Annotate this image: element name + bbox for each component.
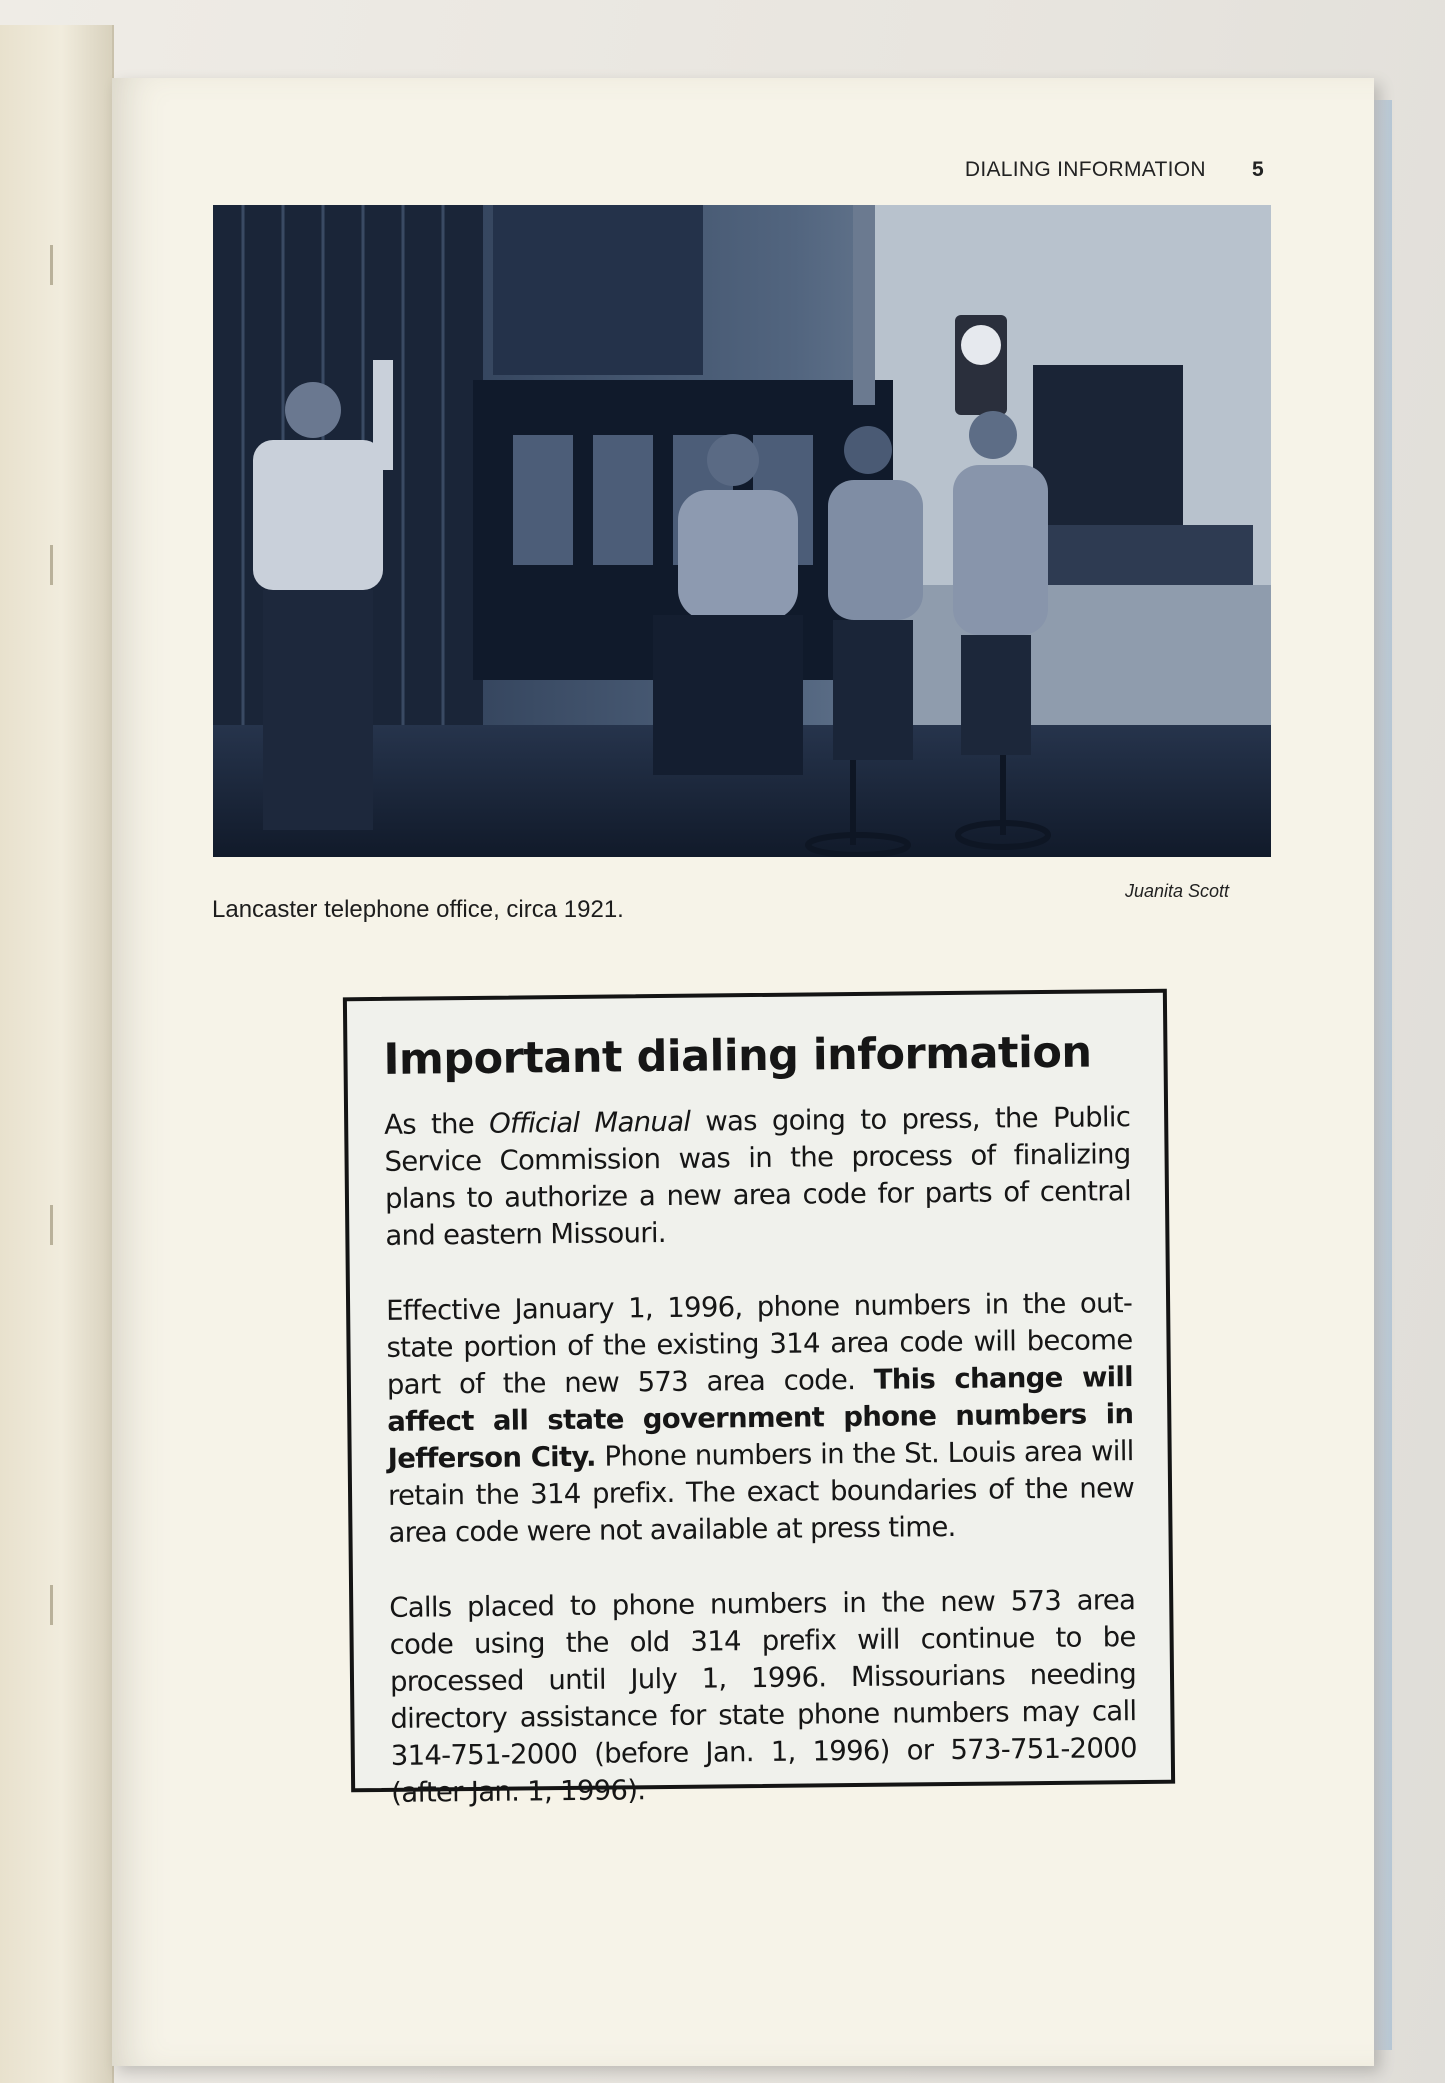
binding-stitch [50,1205,53,1245]
binding-stitch [50,545,53,585]
notice-paragraph-3: Calls placed to phone numbers in the new 573 area code using the old 314 prefix will continue to be processed until July 1, 1996. Missourians needing directory assistance for state phone numbers may call 314-751-2000 (before Jan. 1, 1996) or 573-751-2000 (after Jan. 1, 1996). [389,1584,1137,1809]
binding-stitch [50,1585,53,1625]
book-page [112,78,1374,2066]
p2-text-start: Effective January 1, 1996, phone numbers in the out-state portion of the existing 314 area code will become part of the new 573 area code. [385,1287,1133,1401]
p2-emphasis: This change will affect all state government phone numbers in Jefferson City. [387,1361,1134,1475]
dialing-notice-box [343,989,1175,1809]
binding-stitch [50,245,53,285]
photo-caption: Lancaster telephone office, circa 1921. [212,896,624,923]
notice-paragraph-1 [384,1099,1132,1255]
page-stack-edge [1374,100,1392,2050]
page-number: 5 [1252,158,1264,181]
notice-paragraph-2 [386,1285,1135,1552]
facing-page-edge [0,25,114,2083]
p2-text-end: Phone numbers in the St. Louis area will retain the 314 prefix. The exact boundaries of the new area code were not available at press time. [387,1435,1135,1549]
notice-title: Important dialing information [383,1027,1092,1085]
p1-text-start: As the [384,1107,490,1141]
p1-text-end: was going to press, the Public Service Commission was in the process of finalizing plans to authorize a new area code for parts of central and eastern Missouri. [384,1101,1132,1252]
manual-title-italic: Official Manual [488,1105,691,1140]
historic-photo [213,205,1271,857]
section-title: DIALING INFORMATION [964,158,1206,181]
photo-credit: Juanita Scott [1124,881,1229,901]
running-head [965,158,1264,182]
